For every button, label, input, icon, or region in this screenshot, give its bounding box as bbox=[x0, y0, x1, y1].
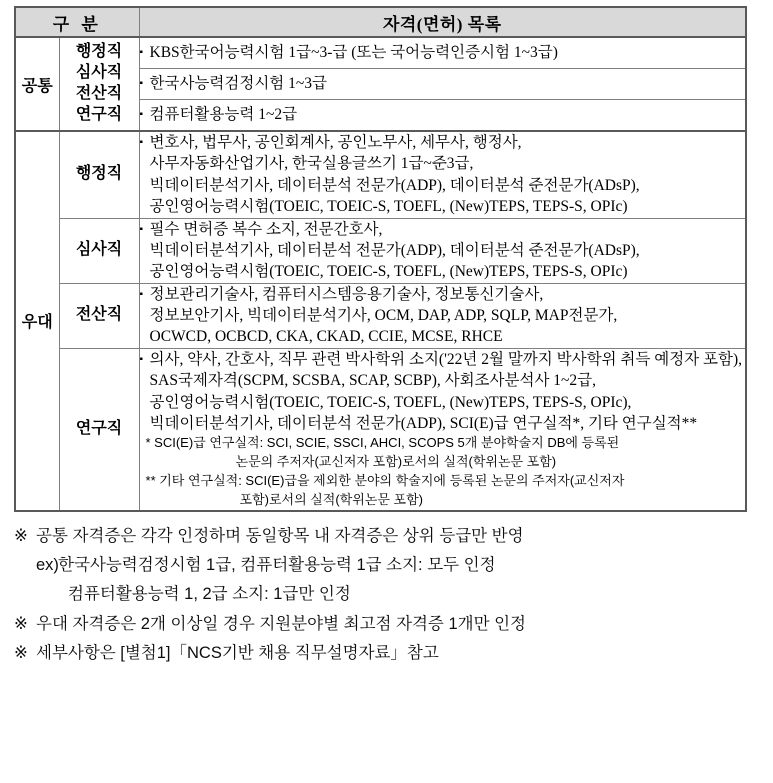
group-cell-preferential: 우대 bbox=[15, 131, 59, 511]
note-text: 우대 자격증은 2개 이상일 경우 지원분야별 최고점 자격증 1개만 인정 bbox=[36, 614, 526, 633]
content-line bbox=[140, 305, 745, 326]
header-cell-gubun: 구 분 bbox=[15, 7, 139, 37]
content-cell-common-3 bbox=[139, 100, 746, 132]
square-bullet-icon: ▪ bbox=[139, 109, 144, 121]
note-item bbox=[14, 639, 759, 668]
job-cell-yeonguhjik: 연구직 bbox=[59, 348, 139, 510]
note-text: 세부사항은 [별첨1]「NCS기반 채용 직무설명자료」참고 bbox=[36, 644, 439, 663]
job-label-simsajik: 심사직 bbox=[75, 64, 123, 82]
table-row bbox=[15, 37, 746, 69]
content-line bbox=[140, 175, 745, 196]
content-line bbox=[140, 132, 745, 153]
content-text: SAS국제자격(SCPM, SCSBA, SCAP, SCBP), 사회조사분석사 1~2급, bbox=[149, 372, 597, 390]
content-line bbox=[140, 104, 745, 125]
note-mark-icon: ※ bbox=[14, 614, 28, 633]
job-cell-simsajik: 심사직 bbox=[59, 218, 139, 283]
content-line bbox=[140, 326, 745, 347]
content-line bbox=[140, 261, 745, 282]
content-text: 사무자동화산업기사, 한국실용글쓰기 1급~준3급, bbox=[149, 155, 474, 173]
job-label-yeonguhjik: 연구직 bbox=[75, 105, 123, 123]
content-cell-jeonsanjik bbox=[139, 283, 746, 348]
content-text: 필수 면허증 복수 소지, 전문간호사, bbox=[149, 220, 383, 238]
footnote-line: 포함)로서의 실적(학위논문 포함) bbox=[239, 491, 423, 507]
table-header-row bbox=[15, 7, 746, 37]
note-item bbox=[14, 610, 759, 639]
content-cell-yeonguhjik bbox=[139, 348, 746, 510]
notes-section bbox=[14, 522, 759, 669]
content-line bbox=[140, 153, 745, 174]
square-bullet-icon: ▪ bbox=[139, 223, 144, 235]
content-text: 변호사, 법무사, 공인회계사, 공인노무사, 세무사, 행정사, bbox=[149, 134, 522, 151]
content-line bbox=[140, 413, 745, 434]
content-text: KBS한국어능력시험 1급~3-급 (또는 국어능력인증시험 1~3급) bbox=[149, 44, 558, 62]
content-cell-haengjeongjik bbox=[139, 131, 746, 218]
note-item bbox=[14, 522, 759, 551]
content-text: 컴퓨터활용능력 1~2급 bbox=[149, 106, 298, 124]
square-bullet-icon: ▪ bbox=[139, 137, 144, 148]
content-text: 공인영어능력시험(TOEIC, TOEIC-S, TOEFL, (New)TEPS, TEPS-S, OPIc) bbox=[149, 263, 628, 281]
footnote-line: 논문의 주저자(교신저자 포함)로서의 실적(학위논문 포함) bbox=[235, 454, 557, 470]
content-line bbox=[140, 73, 745, 94]
job-cell-jeonsanjik: 전산직 bbox=[59, 283, 139, 348]
square-bullet-icon: ▪ bbox=[139, 47, 144, 59]
note-text: 공통 자격증은 각각 인정하며 동일항목 내 자격증은 상위 등급만 반영 bbox=[36, 526, 524, 545]
table-row bbox=[15, 283, 746, 348]
note-mark-example: ex) bbox=[36, 555, 59, 574]
content-text: 빅데이터분석기사, 데이터분석 전문가(ADP), SCI(E)급 연구실적*, 기타 연구실적** bbox=[149, 414, 698, 432]
table-row bbox=[15, 218, 746, 283]
content-text: 공인영어능력시험(TOEIC, TOEIC-S, TOEFL, (New)TEPS, TEPS-S, OPIc), bbox=[149, 393, 632, 411]
footnote-line: * SCI(E)급 연구실적: SCI, SCIE, SSCI, AHCI, SCOPS 5개 분야학술지 DB에 등록된 bbox=[145, 435, 620, 451]
content-cell-simsajik bbox=[139, 218, 746, 283]
content-cell-common-2 bbox=[139, 69, 746, 100]
job-cell-haengjeongjik: 행정직 bbox=[59, 131, 139, 218]
note-item bbox=[14, 551, 759, 580]
note-mark-icon: ※ bbox=[14, 526, 28, 545]
content-text: 공인영어능력시험(TOEIC, TOEIC-S, TOEFL, (New)TEPS, TEPS-S, OPIc) bbox=[149, 198, 628, 216]
job-label-jeonsanjik: 전산직 bbox=[75, 85, 123, 102]
content-cell-common-1 bbox=[139, 37, 746, 69]
content-text: 빅데이터분석기사, 데이터분석 전문가(ADP), 데이터분석 준전문가(ADsP), bbox=[149, 241, 640, 259]
note-mark-icon: ※ bbox=[14, 644, 28, 663]
content-text: 정보보안기사, 빅데이터분석기사, OCM, DAP, ADP, SQLP, MAP전문가, bbox=[149, 307, 618, 324]
content-line bbox=[140, 219, 745, 240]
square-bullet-icon: ▪ bbox=[139, 288, 144, 300]
table-row bbox=[15, 131, 746, 218]
content-text: 의사, 약사, 간호사, 직무 관련 박사학위 소지('22년 2월 말까지 박사학위 취득 예정자 포함), bbox=[149, 350, 742, 368]
note-item bbox=[14, 580, 759, 609]
content-text: 빅데이터분석기사, 데이터분석 전문가(ADP), 데이터분석 준전문가(ADsP), bbox=[149, 176, 640, 194]
job-label-haengjeongjik: 행정직 bbox=[75, 43, 123, 61]
qualification-table bbox=[14, 6, 747, 512]
footnote-line: ** 기타 연구실적: SCI(E)급을 제외한 분야의 학술지에 등록된 논문의 주저자(교신저자 bbox=[145, 472, 625, 488]
square-bullet-icon: ▪ bbox=[139, 353, 144, 365]
table-row bbox=[15, 348, 746, 510]
content-text: 정보관리기술사, 컴퓨터시스템응용기술사, 정보통신기술사, bbox=[149, 285, 544, 303]
group-cell-common: 공통 bbox=[15, 37, 59, 131]
content-line bbox=[140, 370, 745, 391]
content-line bbox=[140, 42, 745, 63]
note-text: 한국사능력검정시험 1급, 컴퓨터활용능력 1급 소지: 모두 인정 bbox=[58, 555, 496, 574]
note-text: 컴퓨터활용능력 1, 2급 소지: 1급만 인정 bbox=[68, 585, 351, 604]
job-cell-common-all bbox=[59, 37, 139, 131]
content-text: 한국사능력검정시험 1~3급 bbox=[149, 75, 328, 93]
content-line bbox=[140, 392, 745, 413]
content-line bbox=[140, 196, 745, 217]
header-cell-qualification-list: 자격(면허) 목록 bbox=[139, 7, 746, 37]
content-line bbox=[140, 349, 745, 370]
content-line bbox=[140, 240, 745, 261]
content-text: OCWCD, OCBCD, CKA, CKAD, CCIE, MCSE, RHCE bbox=[149, 328, 503, 346]
content-line bbox=[140, 284, 745, 305]
square-bullet-icon: ▪ bbox=[139, 78, 144, 90]
